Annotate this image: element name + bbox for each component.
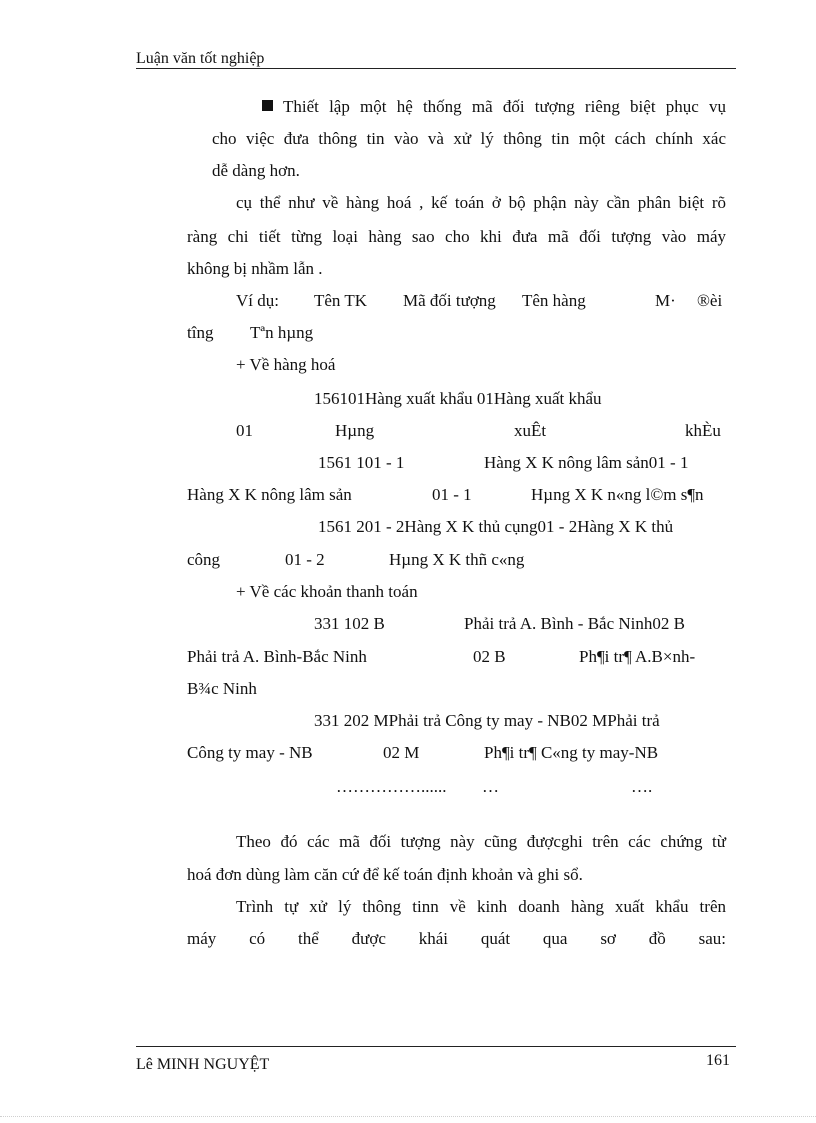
payment-row-1-name: Phải trả A. Bình - Bắc Ninh02 B — [464, 614, 685, 633]
payment-row-1-account: 331 102 B — [314, 614, 385, 633]
text-line-4: cụ thể như về hàng hoá , kế toán ở bộ phận này cần phân biệt rõ — [236, 193, 726, 212]
payment-row-2-code: 02 M — [383, 743, 420, 762]
bullet-line-1: Thiết lập một hệ thống mã đối tượng riêng biệt phục vụ — [262, 97, 726, 117]
running-header: Luận văn tốt nghiệp — [136, 50, 265, 67]
goods-row-3: 1561 201 - 2Hàng X K thủ cụng01 - 2Hàng X K thủ — [318, 517, 674, 536]
page-edge-dots — [0, 1116, 816, 1117]
garbled-goods-name: Tªn hµng — [250, 323, 314, 342]
goods-row-1-garbled-3: khÈu — [685, 421, 721, 440]
goods-heading: + Về hàng hoá — [236, 355, 336, 374]
payment-row-2-name: Công ty may - NB — [187, 743, 313, 762]
col-goods-name: Tên hàng — [522, 291, 586, 310]
col-account: Tên TK — [314, 291, 368, 310]
goods-row-2-name-2: Hàng X K nông lâm sản — [187, 485, 352, 504]
ellipsis-1: ……………...... — [336, 777, 447, 796]
header-rule — [136, 68, 736, 69]
goods-row-2-name: Hàng X K nông lâm sản01 - 1 — [484, 453, 689, 472]
text-line-26: máy có thể được khái quát qua sơ đồ sau: — [187, 929, 726, 948]
footer-author: Lê MINH NGUYỆT — [136, 1056, 270, 1073]
payment-row-2: 331 202 MPhải trả Công ty may - NB02 MPhải trả — [314, 711, 660, 730]
payment-row-1-name-2: Phải trả A. Bình-Bắc Ninh — [187, 647, 367, 666]
text-line-5: ràng chi tiết từng loại hàng sao cho khi đưa mã đối tượng vào máy — [187, 227, 726, 246]
text-line-25: Trình tự xử lý thông tinn về kinh doanh hàng xuất khẩu trên — [236, 897, 726, 916]
goods-row-1-code: 01 — [236, 421, 253, 440]
col-object-garbled: ®èi — [697, 291, 723, 310]
page-number: 161 — [706, 1052, 730, 1069]
ellipsis-3: …. — [631, 777, 653, 796]
payment-row-1-garbled: Ph¶i tr¶ A.B×nh- — [579, 647, 696, 666]
square-bullet-icon — [262, 100, 273, 111]
goods-row-3-garbled: Hµng X K thñ c«ng — [389, 550, 525, 569]
ellipsis-2: … — [482, 777, 499, 796]
goods-row-3-name: công — [187, 550, 221, 569]
goods-row-2-garbled: Hµng X K n«ng l©m s¶n — [531, 485, 704, 504]
footer-rule — [136, 1046, 736, 1047]
payments-heading: + Về các khoản thanh toán — [236, 582, 418, 601]
garbled-object: tîng — [187, 323, 214, 342]
goods-row-1-garbled-2: xuÊt — [514, 421, 547, 440]
text-line-2: cho việc đưa thông tin vào và xử lý thông tin một cách chính xác — [212, 129, 726, 148]
text-line-23: Theo đó các mã đối tượng này cũng đượcghi trên các chứng từ — [236, 832, 726, 851]
payment-row-2-garbled: Ph¶i tr¶ C«ng ty may-NB — [484, 743, 659, 762]
payment-row-1-code: 02 B — [473, 647, 506, 666]
goods-row-2-account: 1561 101 - 1 — [318, 453, 405, 472]
goods-row-1-garbled-1: Hµng — [335, 421, 375, 440]
text-line-24: hoá đơn dùng làm căn cứ để kế toán định khoản và ghi sổ. — [187, 865, 583, 884]
goods-row-3-code: 01 - 2 — [285, 550, 325, 569]
col-code-garbled: M· — [655, 291, 676, 310]
col-object-code: Mã đối tượng — [403, 291, 496, 310]
payment-row-1-garbled-2: B¾c Ninh — [187, 679, 257, 698]
example-label: Ví dụ: — [236, 291, 279, 310]
text-line-6: không bị nhầm lẫn . — [187, 259, 323, 278]
text-line-3: dễ dàng hơn. — [212, 161, 300, 180]
goods-row-1: 156101Hàng xuất khẩu 01Hàng xuất khẩu — [314, 389, 602, 408]
goods-row-2-code: 01 - 1 — [432, 485, 472, 504]
